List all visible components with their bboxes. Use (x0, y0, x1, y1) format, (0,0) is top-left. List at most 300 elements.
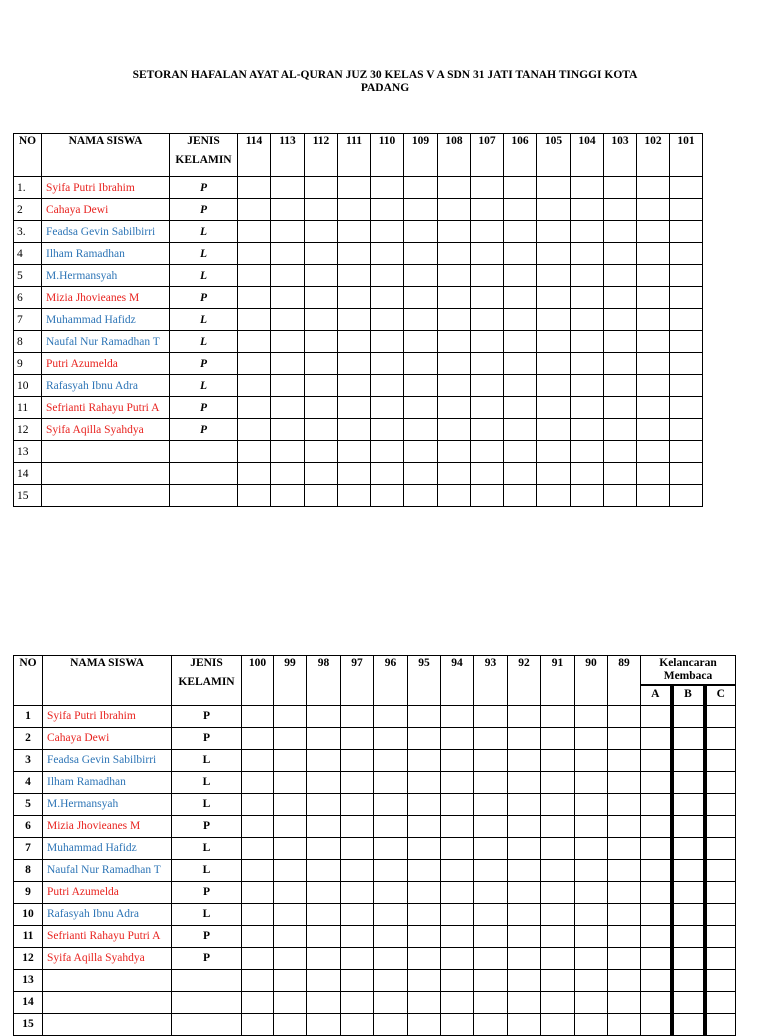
fluency-cell-b[interactable] (672, 793, 705, 815)
surah-cell-93[interactable] (474, 881, 508, 903)
surah-cell-97[interactable] (341, 991, 374, 1013)
surah-cell-114[interactable] (238, 331, 271, 353)
surah-cell-92[interactable] (508, 991, 541, 1013)
surah-cell-106[interactable] (504, 177, 537, 199)
surah-cell-110[interactable] (371, 287, 404, 309)
surah-cell-112[interactable] (305, 287, 338, 309)
surah-cell-105[interactable] (537, 265, 571, 287)
surah-cell-90[interactable] (575, 1013, 608, 1035)
surah-cell-95[interactable] (408, 881, 441, 903)
fluency-cell-c[interactable] (705, 1013, 736, 1035)
surah-cell-113[interactable] (271, 397, 305, 419)
surah-cell-92[interactable] (508, 1013, 541, 1035)
surah-cell-106[interactable] (504, 199, 537, 221)
surah-cell-94[interactable] (441, 903, 474, 925)
surah-cell-94[interactable] (441, 881, 474, 903)
surah-cell-94[interactable] (441, 1013, 474, 1035)
surah-cell-90[interactable] (575, 793, 608, 815)
surah-cell-101[interactable] (670, 353, 703, 375)
surah-cell-105[interactable] (537, 485, 571, 507)
surah-cell-114[interactable] (238, 265, 271, 287)
fluency-cell-b[interactable] (672, 925, 705, 947)
fluency-cell-b[interactable] (672, 771, 705, 793)
surah-cell-105[interactable] (537, 463, 571, 485)
surah-cell-89[interactable] (608, 859, 641, 881)
surah-cell-97[interactable] (341, 925, 374, 947)
surah-cell-104[interactable] (571, 353, 604, 375)
surah-cell-109[interactable] (404, 177, 438, 199)
surah-cell-102[interactable] (637, 353, 670, 375)
fluency-cell-c[interactable] (705, 925, 736, 947)
surah-cell-92[interactable] (508, 969, 541, 991)
surah-cell-96[interactable] (374, 793, 408, 815)
surah-cell-113[interactable] (271, 441, 305, 463)
surah-cell-112[interactable] (305, 375, 338, 397)
surah-cell-111[interactable] (338, 397, 371, 419)
surah-cell-90[interactable] (575, 925, 608, 947)
surah-cell-96[interactable] (374, 947, 408, 969)
surah-cell-90[interactable] (575, 947, 608, 969)
surah-cell-101[interactable] (670, 441, 703, 463)
surah-cell-109[interactable] (404, 397, 438, 419)
surah-cell-102[interactable] (637, 199, 670, 221)
surah-cell-113[interactable] (271, 419, 305, 441)
surah-cell-89[interactable] (608, 705, 641, 727)
fluency-cell-a[interactable] (641, 705, 672, 727)
surah-cell-103[interactable] (604, 375, 637, 397)
surah-cell-101[interactable] (670, 265, 703, 287)
surah-cell-91[interactable] (541, 991, 575, 1013)
fluency-cell-a[interactable] (641, 793, 672, 815)
surah-cell-102[interactable] (637, 397, 670, 419)
surah-cell-114[interactable] (238, 485, 271, 507)
surah-cell-105[interactable] (537, 177, 571, 199)
surah-cell-106[interactable] (504, 419, 537, 441)
surah-cell-92[interactable] (508, 815, 541, 837)
surah-cell-97[interactable] (341, 881, 374, 903)
surah-cell-110[interactable] (371, 375, 404, 397)
surah-cell-106[interactable] (504, 485, 537, 507)
surah-cell-93[interactable] (474, 991, 508, 1013)
surah-cell-99[interactable] (274, 881, 307, 903)
surah-cell-93[interactable] (474, 749, 508, 771)
fluency-cell-a[interactable] (641, 969, 672, 991)
surah-cell-100[interactable] (242, 947, 274, 969)
surah-cell-93[interactable] (474, 925, 508, 947)
surah-cell-99[interactable] (274, 815, 307, 837)
surah-cell-91[interactable] (541, 749, 575, 771)
surah-cell-89[interactable] (608, 1013, 641, 1035)
surah-cell-93[interactable] (474, 859, 508, 881)
surah-cell-105[interactable] (537, 309, 571, 331)
surah-cell-92[interactable] (508, 749, 541, 771)
fluency-cell-c[interactable] (705, 771, 736, 793)
surah-cell-91[interactable] (541, 969, 575, 991)
surah-cell-100[interactable] (242, 881, 274, 903)
surah-cell-89[interactable] (608, 969, 641, 991)
fluency-cell-b[interactable] (672, 947, 705, 969)
surah-cell-94[interactable] (441, 991, 474, 1013)
surah-cell-100[interactable] (242, 749, 274, 771)
surah-cell-112[interactable] (305, 243, 338, 265)
surah-cell-100[interactable] (242, 705, 274, 727)
surah-cell-96[interactable] (374, 881, 408, 903)
surah-cell-97[interactable] (341, 771, 374, 793)
fluency-cell-c[interactable] (705, 969, 736, 991)
surah-cell-101[interactable] (670, 397, 703, 419)
surah-cell-99[interactable] (274, 947, 307, 969)
surah-cell-104[interactable] (571, 397, 604, 419)
fluency-cell-c[interactable] (705, 815, 736, 837)
surah-cell-102[interactable] (637, 309, 670, 331)
surah-cell-91[interactable] (541, 815, 575, 837)
surah-cell-99[interactable] (274, 969, 307, 991)
surah-cell-96[interactable] (374, 859, 408, 881)
surah-cell-109[interactable] (404, 221, 438, 243)
surah-cell-98[interactable] (307, 881, 341, 903)
surah-cell-103[interactable] (604, 441, 637, 463)
surah-cell-95[interactable] (408, 749, 441, 771)
surah-cell-95[interactable] (408, 903, 441, 925)
surah-cell-108[interactable] (438, 397, 471, 419)
surah-cell-95[interactable] (408, 925, 441, 947)
surah-cell-114[interactable] (238, 199, 271, 221)
surah-cell-105[interactable] (537, 199, 571, 221)
fluency-cell-b[interactable] (672, 837, 705, 859)
fluency-cell-c[interactable] (705, 881, 736, 903)
surah-cell-96[interactable] (374, 705, 408, 727)
surah-cell-114[interactable] (238, 177, 271, 199)
surah-cell-91[interactable] (541, 947, 575, 969)
surah-cell-109[interactable] (404, 419, 438, 441)
surah-cell-99[interactable] (274, 903, 307, 925)
surah-cell-94[interactable] (441, 793, 474, 815)
surah-cell-105[interactable] (537, 331, 571, 353)
surah-cell-89[interactable] (608, 793, 641, 815)
surah-cell-104[interactable] (571, 265, 604, 287)
surah-cell-91[interactable] (541, 771, 575, 793)
surah-cell-100[interactable] (242, 837, 274, 859)
surah-cell-89[interactable] (608, 749, 641, 771)
fluency-cell-c[interactable] (705, 903, 736, 925)
surah-cell-102[interactable] (637, 177, 670, 199)
surah-cell-101[interactable] (670, 485, 703, 507)
surah-cell-94[interactable] (441, 727, 474, 749)
surah-cell-95[interactable] (408, 705, 441, 727)
surah-cell-108[interactable] (438, 265, 471, 287)
surah-cell-107[interactable] (471, 243, 504, 265)
surah-cell-102[interactable] (637, 463, 670, 485)
surah-cell-110[interactable] (371, 463, 404, 485)
surah-cell-97[interactable] (341, 815, 374, 837)
surah-cell-90[interactable] (575, 771, 608, 793)
surah-cell-98[interactable] (307, 969, 341, 991)
surah-cell-91[interactable] (541, 793, 575, 815)
surah-cell-96[interactable] (374, 727, 408, 749)
surah-cell-104[interactable] (571, 485, 604, 507)
surah-cell-103[interactable] (604, 287, 637, 309)
surah-cell-109[interactable] (404, 265, 438, 287)
surah-cell-112[interactable] (305, 221, 338, 243)
surah-cell-111[interactable] (338, 265, 371, 287)
fluency-cell-b[interactable] (672, 727, 705, 749)
surah-cell-89[interactable] (608, 727, 641, 749)
surah-cell-109[interactable] (404, 353, 438, 375)
surah-cell-93[interactable] (474, 815, 508, 837)
surah-cell-110[interactable] (371, 265, 404, 287)
surah-cell-113[interactable] (271, 353, 305, 375)
surah-cell-111[interactable] (338, 441, 371, 463)
surah-cell-113[interactable] (271, 221, 305, 243)
surah-cell-101[interactable] (670, 463, 703, 485)
surah-cell-106[interactable] (504, 375, 537, 397)
surah-cell-89[interactable] (608, 881, 641, 903)
fluency-cell-a[interactable] (641, 903, 672, 925)
surah-cell-109[interactable] (404, 199, 438, 221)
surah-cell-90[interactable] (575, 969, 608, 991)
surah-cell-108[interactable] (438, 331, 471, 353)
surah-cell-112[interactable] (305, 419, 338, 441)
surah-cell-98[interactable] (307, 1013, 341, 1035)
surah-cell-102[interactable] (637, 331, 670, 353)
surah-cell-93[interactable] (474, 903, 508, 925)
surah-cell-96[interactable] (374, 837, 408, 859)
surah-cell-98[interactable] (307, 727, 341, 749)
fluency-cell-c[interactable] (705, 705, 736, 727)
surah-cell-91[interactable] (541, 859, 575, 881)
surah-cell-93[interactable] (474, 837, 508, 859)
surah-cell-101[interactable] (670, 331, 703, 353)
surah-cell-112[interactable] (305, 397, 338, 419)
surah-cell-107[interactable] (471, 331, 504, 353)
surah-cell-113[interactable] (271, 375, 305, 397)
surah-cell-108[interactable] (438, 375, 471, 397)
surah-cell-111[interactable] (338, 485, 371, 507)
surah-cell-104[interactable] (571, 199, 604, 221)
fluency-cell-c[interactable] (705, 727, 736, 749)
fluency-cell-a[interactable] (641, 991, 672, 1013)
surah-cell-94[interactable] (441, 705, 474, 727)
surah-cell-100[interactable] (242, 969, 274, 991)
surah-cell-94[interactable] (441, 925, 474, 947)
surah-cell-98[interactable] (307, 859, 341, 881)
surah-cell-100[interactable] (242, 815, 274, 837)
fluency-cell-a[interactable] (641, 925, 672, 947)
surah-cell-107[interactable] (471, 397, 504, 419)
surah-cell-103[interactable] (604, 331, 637, 353)
surah-cell-110[interactable] (371, 353, 404, 375)
surah-cell-102[interactable] (637, 221, 670, 243)
surah-cell-112[interactable] (305, 177, 338, 199)
surah-cell-107[interactable] (471, 177, 504, 199)
surah-cell-106[interactable] (504, 331, 537, 353)
surah-cell-89[interactable] (608, 837, 641, 859)
surah-cell-114[interactable] (238, 287, 271, 309)
surah-cell-91[interactable] (541, 1013, 575, 1035)
surah-cell-91[interactable] (541, 727, 575, 749)
surah-cell-112[interactable] (305, 331, 338, 353)
surah-cell-106[interactable] (504, 463, 537, 485)
surah-cell-100[interactable] (242, 991, 274, 1013)
surah-cell-112[interactable] (305, 485, 338, 507)
surah-cell-91[interactable] (541, 903, 575, 925)
surah-cell-114[interactable] (238, 375, 271, 397)
surah-cell-114[interactable] (238, 309, 271, 331)
fluency-cell-c[interactable] (705, 793, 736, 815)
surah-cell-106[interactable] (504, 287, 537, 309)
surah-cell-103[interactable] (604, 353, 637, 375)
surah-cell-107[interactable] (471, 353, 504, 375)
surah-cell-113[interactable] (271, 463, 305, 485)
fluency-cell-c[interactable] (705, 837, 736, 859)
surah-cell-111[interactable] (338, 419, 371, 441)
surah-cell-109[interactable] (404, 309, 438, 331)
surah-cell-108[interactable] (438, 485, 471, 507)
surah-cell-111[interactable] (338, 463, 371, 485)
surah-cell-98[interactable] (307, 749, 341, 771)
surah-cell-107[interactable] (471, 419, 504, 441)
surah-cell-110[interactable] (371, 221, 404, 243)
surah-cell-101[interactable] (670, 309, 703, 331)
surah-cell-100[interactable] (242, 1013, 274, 1035)
surah-cell-114[interactable] (238, 419, 271, 441)
surah-cell-111[interactable] (338, 243, 371, 265)
surah-cell-98[interactable] (307, 925, 341, 947)
surah-cell-92[interactable] (508, 925, 541, 947)
surah-cell-114[interactable] (238, 463, 271, 485)
surah-cell-107[interactable] (471, 375, 504, 397)
surah-cell-94[interactable] (441, 815, 474, 837)
surah-cell-92[interactable] (508, 947, 541, 969)
surah-cell-108[interactable] (438, 221, 471, 243)
fluency-cell-a[interactable] (641, 1013, 672, 1035)
surah-cell-103[interactable] (604, 265, 637, 287)
surah-cell-103[interactable] (604, 309, 637, 331)
fluency-cell-a[interactable] (641, 947, 672, 969)
surah-cell-111[interactable] (338, 177, 371, 199)
surah-cell-110[interactable] (371, 485, 404, 507)
surah-cell-100[interactable] (242, 771, 274, 793)
surah-cell-114[interactable] (238, 243, 271, 265)
surah-cell-90[interactable] (575, 837, 608, 859)
surah-cell-99[interactable] (274, 727, 307, 749)
surah-cell-113[interactable] (271, 177, 305, 199)
surah-cell-91[interactable] (541, 705, 575, 727)
surah-cell-97[interactable] (341, 1013, 374, 1035)
fluency-cell-c[interactable] (705, 991, 736, 1013)
surah-cell-96[interactable] (374, 815, 408, 837)
surah-cell-95[interactable] (408, 1013, 441, 1035)
surah-cell-90[interactable] (575, 859, 608, 881)
surah-cell-90[interactable] (575, 749, 608, 771)
surah-cell-89[interactable] (608, 815, 641, 837)
surah-cell-93[interactable] (474, 947, 508, 969)
surah-cell-90[interactable] (575, 881, 608, 903)
surah-cell-102[interactable] (637, 375, 670, 397)
surah-cell-101[interactable] (670, 287, 703, 309)
surah-cell-99[interactable] (274, 705, 307, 727)
surah-cell-106[interactable] (504, 221, 537, 243)
surah-cell-110[interactable] (371, 331, 404, 353)
surah-cell-102[interactable] (637, 485, 670, 507)
fluency-cell-b[interactable] (672, 705, 705, 727)
surah-cell-104[interactable] (571, 375, 604, 397)
surah-cell-108[interactable] (438, 463, 471, 485)
surah-cell-103[interactable] (604, 397, 637, 419)
surah-cell-105[interactable] (537, 375, 571, 397)
surah-cell-113[interactable] (271, 309, 305, 331)
surah-cell-95[interactable] (408, 727, 441, 749)
surah-cell-106[interactable] (504, 265, 537, 287)
surah-cell-111[interactable] (338, 309, 371, 331)
fluency-cell-c[interactable] (705, 947, 736, 969)
surah-cell-112[interactable] (305, 309, 338, 331)
surah-cell-99[interactable] (274, 837, 307, 859)
surah-cell-90[interactable] (575, 991, 608, 1013)
surah-cell-109[interactable] (404, 287, 438, 309)
surah-cell-92[interactable] (508, 837, 541, 859)
surah-cell-99[interactable] (274, 859, 307, 881)
surah-cell-96[interactable] (374, 903, 408, 925)
surah-cell-98[interactable] (307, 837, 341, 859)
surah-cell-104[interactable] (571, 177, 604, 199)
surah-cell-107[interactable] (471, 441, 504, 463)
surah-cell-110[interactable] (371, 177, 404, 199)
surah-cell-90[interactable] (575, 727, 608, 749)
surah-cell-97[interactable] (341, 859, 374, 881)
fluency-cell-c[interactable] (705, 859, 736, 881)
surah-cell-95[interactable] (408, 947, 441, 969)
surah-cell-105[interactable] (537, 243, 571, 265)
surah-cell-114[interactable] (238, 221, 271, 243)
surah-cell-98[interactable] (307, 815, 341, 837)
surah-cell-90[interactable] (575, 903, 608, 925)
fluency-cell-b[interactable] (672, 859, 705, 881)
surah-cell-92[interactable] (508, 793, 541, 815)
surah-cell-89[interactable] (608, 771, 641, 793)
surah-cell-102[interactable] (637, 243, 670, 265)
surah-cell-102[interactable] (637, 287, 670, 309)
surah-cell-91[interactable] (541, 881, 575, 903)
surah-cell-111[interactable] (338, 353, 371, 375)
surah-cell-103[interactable] (604, 485, 637, 507)
surah-cell-100[interactable] (242, 925, 274, 947)
surah-cell-97[interactable] (341, 903, 374, 925)
surah-cell-97[interactable] (341, 705, 374, 727)
surah-cell-101[interactable] (670, 221, 703, 243)
surah-cell-104[interactable] (571, 221, 604, 243)
surah-cell-113[interactable] (271, 287, 305, 309)
surah-cell-99[interactable] (274, 1013, 307, 1035)
surah-cell-109[interactable] (404, 463, 438, 485)
surah-cell-106[interactable] (504, 441, 537, 463)
fluency-cell-a[interactable] (641, 881, 672, 903)
surah-cell-89[interactable] (608, 903, 641, 925)
surah-cell-107[interactable] (471, 265, 504, 287)
surah-cell-107[interactable] (471, 485, 504, 507)
surah-cell-105[interactable] (537, 353, 571, 375)
surah-cell-97[interactable] (341, 969, 374, 991)
surah-cell-112[interactable] (305, 353, 338, 375)
surah-cell-93[interactable] (474, 705, 508, 727)
surah-cell-110[interactable] (371, 419, 404, 441)
surah-cell-110[interactable] (371, 441, 404, 463)
surah-cell-98[interactable] (307, 903, 341, 925)
surah-cell-95[interactable] (408, 991, 441, 1013)
surah-cell-103[interactable] (604, 221, 637, 243)
surah-cell-107[interactable] (471, 309, 504, 331)
surah-cell-94[interactable] (441, 771, 474, 793)
